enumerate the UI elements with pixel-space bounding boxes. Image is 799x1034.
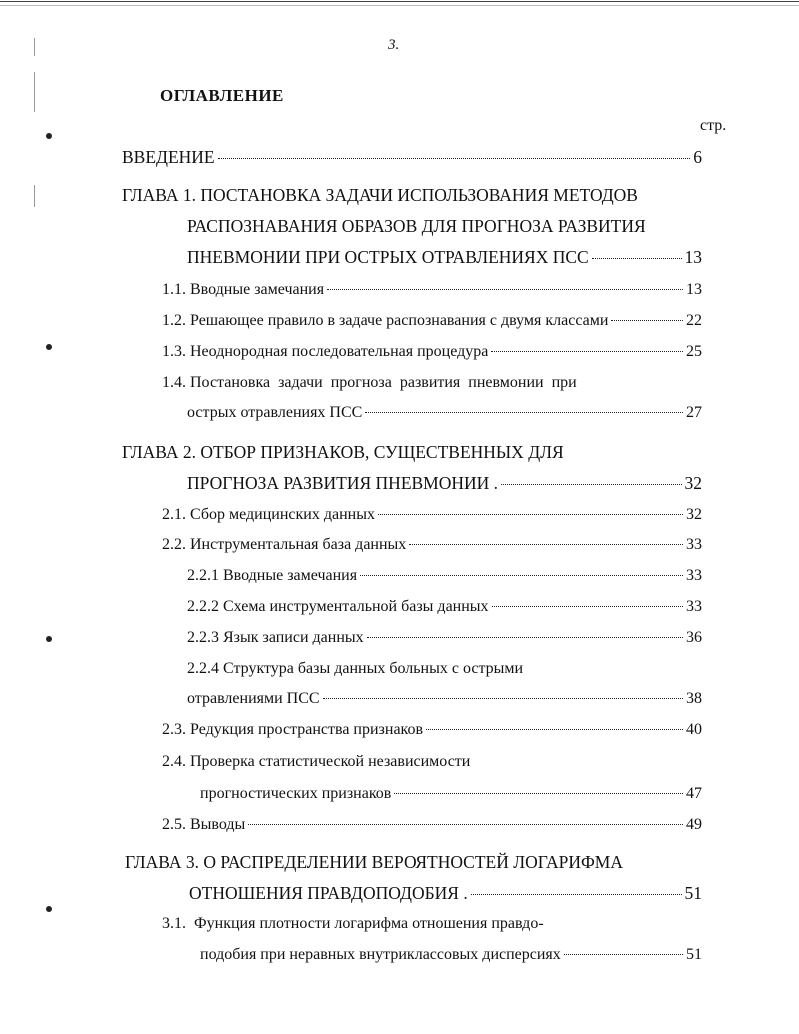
toc-entry-2-3 xyxy=(162,721,702,739)
dot-leader xyxy=(409,544,683,545)
toc-entry-text: подобия при неравных внутриклассовых дисперсиях xyxy=(200,946,561,963)
toc-entry-text: 2.5. Выводы xyxy=(162,816,246,833)
chapter-2-title-line1: ГЛАВА 2. ОТБОР ПРИЗНАКОВ, СУЩЕСТВЕННЫХ ДЛЯ xyxy=(122,442,564,462)
toc-entry-page: 32 xyxy=(686,506,702,523)
toc-entry-page: 13 xyxy=(686,281,702,298)
toc-entry-text: 2.1. Сбор медицинских данных xyxy=(162,506,375,523)
toc-entry-text: 1.3. Неоднородная последовательная процедура xyxy=(162,343,489,360)
toc-entry-page: 6 xyxy=(693,147,702,167)
chapter-1-title-line1: ГЛАВА 1. ПОСТАНОВКА ЗАДАЧИ ИСПОЛЬЗОВАНИЯ МЕТОДОВ xyxy=(122,185,638,205)
dot-leader xyxy=(323,698,683,699)
toc-entry-page: 36 xyxy=(686,629,702,646)
toc-entry-2-2-3 xyxy=(187,629,702,647)
dot-leader xyxy=(471,894,682,895)
toc-entry-2-2-2 xyxy=(187,598,702,616)
toc-entry-text: отравлениями ПСС xyxy=(187,690,320,707)
toc-entry-text: прогностических признаков xyxy=(200,785,392,802)
toc-entry-text: 2.2.3 Язык записи данных xyxy=(187,629,364,646)
toc-entry-page: 49 xyxy=(686,816,702,833)
toc-entry-text: ВВЕДЕНИЕ xyxy=(122,147,215,167)
dot-leader xyxy=(611,320,683,321)
toc-entry-2-5 xyxy=(162,816,702,834)
toc-entry-chapter-1 xyxy=(187,247,702,268)
toc-entry-1-2 xyxy=(162,312,702,330)
toc-entry-page: 33 xyxy=(686,598,702,615)
dot-leader xyxy=(426,729,683,730)
toc-entry-text: 2.2.2 Схема инструментальной базы данных xyxy=(187,598,489,615)
chapter-1-title-line2: РАСПОЗНАВАНИЯ ОБРАЗОВ ДЛЯ ПРОГНОЗА РАЗВИТИЯ xyxy=(187,216,646,236)
toc-entry-2-2-4 xyxy=(187,690,702,708)
toc-entry-chapter-3 xyxy=(189,883,702,904)
toc-entry-page: 38 xyxy=(686,690,702,707)
toc-entry-page: 51 xyxy=(684,883,702,903)
toc-entry-page: 13 xyxy=(684,247,702,267)
punch-hole-dot xyxy=(46,344,52,350)
toc-entry-chapter-2 xyxy=(187,473,702,494)
dot-leader xyxy=(491,351,683,352)
chapter-2-title-line2: ПРОГНОЗА РАЗВИТИЯ ПНЕВМОНИИ . xyxy=(187,473,499,493)
punch-hole-dot xyxy=(46,133,52,139)
dot-leader xyxy=(501,484,681,485)
chapter-3-title-line1: ГЛАВА 3. О РАСПРЕДЕЛЕНИИ ВЕРОЯТНОСТЕЙ ЛОГАРИФМА xyxy=(125,852,623,872)
toc-entry-1-4-line1: 1.4. Постановка задачи прогноза развития пневмонии при xyxy=(162,374,577,391)
scan-margin-mark xyxy=(34,185,35,207)
dot-leader xyxy=(365,412,683,413)
dot-leader xyxy=(367,637,683,638)
dot-leader xyxy=(218,158,691,159)
dot-leader xyxy=(492,606,683,607)
toc-heading: ОГЛАВЛЕНИЕ xyxy=(160,86,284,105)
page-number: 3. xyxy=(388,37,400,53)
punch-hole-dot xyxy=(46,636,52,642)
toc-entry-page: 33 xyxy=(686,536,702,553)
toc-entry-page: 33 xyxy=(686,567,702,584)
toc-entry-text: 1.2. Решающее правило в задаче распознавания с двумя классами xyxy=(162,312,609,329)
toc-entry-text: 2.3. Редукция пространства признаков xyxy=(162,721,424,738)
toc-entry-page: 25 xyxy=(686,343,702,360)
toc-entry-text: острых отравлениях ПСС xyxy=(187,404,363,421)
scan-margin-mark xyxy=(34,38,35,56)
scan-margin-mark xyxy=(34,72,35,112)
chapter-3-title-line2: ОТНОШЕНИЯ ПРАВДОПОДОБИЯ . xyxy=(189,883,468,903)
toc-entry-2-4 xyxy=(200,785,702,803)
toc-entry-text: 1.1. Вводные замечания xyxy=(162,281,325,298)
toc-entry-text: 2.2. Инструментальная база данных xyxy=(162,536,407,553)
toc-entry-text: 2.2.1 Вводные замечания xyxy=(187,567,358,584)
toc-entry-2-2-1 xyxy=(187,567,702,585)
toc-entry-page: 27 xyxy=(686,404,702,421)
punch-hole-dot xyxy=(46,906,52,912)
toc-entry-1-1 xyxy=(162,281,702,299)
dot-leader xyxy=(394,793,683,794)
toc-entry-2-1 xyxy=(162,506,702,524)
toc-entry-2-4-line1: 2.4. Проверка статистической независимости xyxy=(162,753,471,770)
toc-entry-1-4 xyxy=(187,404,702,422)
dot-leader xyxy=(592,258,682,259)
toc-entry-page: 51 xyxy=(686,946,702,963)
dot-leader xyxy=(378,514,683,515)
toc-entry-page: 40 xyxy=(686,721,702,738)
toc-entry-3-1 xyxy=(200,946,702,964)
toc-entry-intro xyxy=(122,147,702,168)
chapter-1-title-line3: ПНЕВМОНИИ ПРИ ОСТРЫХ ОТРАВЛЕНИЯХ ПСС xyxy=(187,247,589,267)
dot-leader xyxy=(327,289,683,290)
dot-leader xyxy=(360,575,683,576)
toc-entry-page: 47 xyxy=(686,785,702,802)
toc-entry-page: 32 xyxy=(684,473,702,493)
dot-leader xyxy=(564,954,683,955)
top-border-shadow xyxy=(0,5,799,6)
toc-entry-1-3 xyxy=(162,343,702,361)
dot-leader xyxy=(248,824,683,825)
toc-entry-2-2 xyxy=(162,536,702,554)
top-border-line xyxy=(0,1,799,2)
toc-entry-2-2-4-line1: 2.2.4 Структура базы данных больных с острыми xyxy=(187,660,524,677)
toc-entry-page: 22 xyxy=(686,312,702,329)
toc-entry-3-1-line1: 3.1. Функция плотности логарифма отношения правдо- xyxy=(162,915,544,932)
page-column-label: стр. xyxy=(700,117,727,134)
